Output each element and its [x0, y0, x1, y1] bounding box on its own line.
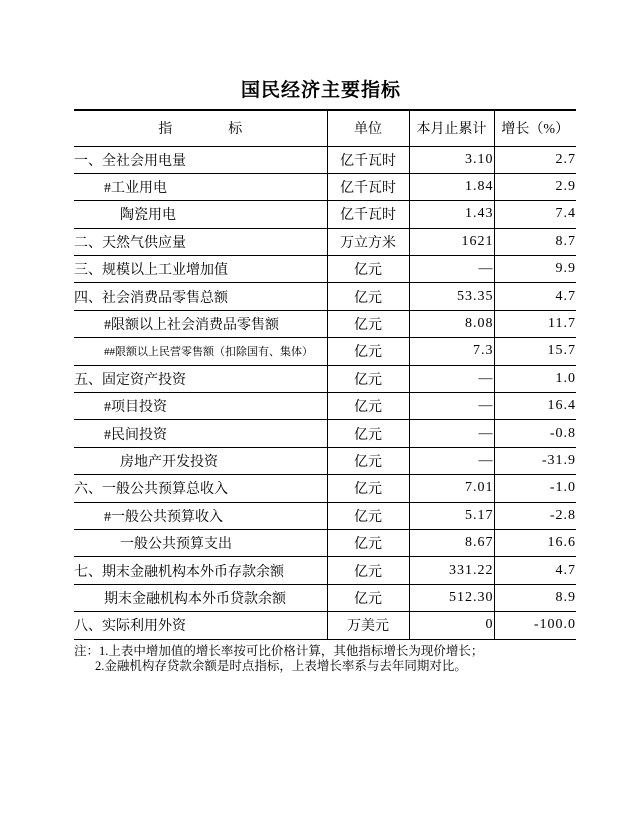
unit-cell: 亿元	[327, 584, 409, 611]
unit-cell: 万美元	[327, 612, 409, 639]
cumulative-cell: —	[409, 420, 494, 447]
cumulative-cell: —	[409, 393, 494, 420]
indicator-cell: 陶瓷用电	[74, 201, 327, 228]
table-row	[74, 338, 576, 365]
table-header-row	[74, 110, 576, 146]
growth-cell: -2.8	[494, 502, 576, 529]
indicator-cell: ##限额以上民营零售额（扣除国有、集体）	[74, 338, 327, 365]
growth-cell: 4.7	[494, 283, 576, 310]
header-growth: 增长（%）	[494, 110, 576, 146]
growth-cell: -100.0	[494, 612, 576, 639]
table-row	[74, 365, 576, 392]
cumulative-cell: 512.30	[409, 584, 494, 611]
header-unit: 单位	[327, 110, 409, 146]
cumulative-cell: 1.43	[409, 201, 494, 228]
cumulative-cell: —	[409, 447, 494, 474]
indicator-cell: #民间投资	[74, 420, 327, 447]
cumulative-cell: 0	[409, 612, 494, 639]
growth-cell: 16.6	[494, 529, 576, 556]
indicator-cell: #工业用电	[74, 173, 327, 200]
table-row	[74, 529, 576, 556]
table-row	[74, 146, 576, 173]
cumulative-cell: 7.01	[409, 475, 494, 502]
cumulative-cell: 8.67	[409, 529, 494, 556]
cumulative-cell: 3.10	[409, 146, 494, 173]
indicator-cell: 六、一般公共预算总收入	[74, 475, 327, 502]
growth-cell: -0.8	[494, 420, 576, 447]
indicator-cell: 一、全社会用电量	[74, 146, 327, 173]
indicator-cell: 三、规模以上工业增加值	[74, 256, 327, 283]
cumulative-cell: —	[409, 256, 494, 283]
table-row	[74, 393, 576, 420]
unit-cell: 亿元	[327, 447, 409, 474]
indicator-cell: #一般公共预算收入	[74, 502, 327, 529]
cumulative-cell: 1.84	[409, 173, 494, 200]
growth-cell: 2.9	[494, 173, 576, 200]
page-title: 国民经济主要指标	[240, 80, 401, 101]
table-row	[74, 228, 576, 255]
indicator-cell: 四、社会消费品零售总额	[74, 283, 327, 310]
unit-cell: 亿元	[327, 502, 409, 529]
unit-cell: 亿元	[327, 529, 409, 556]
indicator-cell: 期末金融机构本外币贷款余额	[74, 584, 327, 611]
cumulative-cell: 331.22	[409, 557, 494, 584]
table-row	[74, 502, 576, 529]
indicator-cell: #限额以上社会消费品零售额	[74, 310, 327, 337]
unit-cell: 亿千瓦时	[327, 146, 409, 173]
footnotes	[74, 644, 642, 675]
header-cumulative: 本月止累计	[409, 110, 494, 146]
indicator-cell: #项目投资	[74, 393, 327, 420]
footnote-line-1: 注：1.上表中增加值的增长率按可比价格计算，其他指标增长为现价增长；	[74, 643, 484, 658]
cumulative-cell: 8.08	[409, 310, 494, 337]
growth-cell: 15.7	[494, 338, 576, 365]
growth-cell: 8.7	[494, 228, 576, 255]
cumulative-cell: 5.17	[409, 502, 494, 529]
growth-cell: -1.0	[494, 475, 576, 502]
cumulative-cell: —	[409, 365, 494, 392]
unit-cell: 亿千瓦时	[327, 173, 409, 200]
indicator-cell: 五、固定资产投资	[74, 365, 327, 392]
unit-cell: 亿元	[327, 283, 409, 310]
cumulative-cell: 53.35	[409, 283, 494, 310]
indicator-cell: 二、天然气供应量	[74, 228, 327, 255]
indicator-cell: 一般公共预算支出	[74, 529, 327, 556]
table-row	[74, 475, 576, 502]
unit-cell: 亿元	[327, 557, 409, 584]
growth-cell: 11.7	[494, 310, 576, 337]
indicators-table	[74, 109, 576, 640]
growth-cell: 7.4	[494, 201, 576, 228]
table-row	[74, 612, 576, 639]
unit-cell: 亿元	[327, 420, 409, 447]
table-row	[74, 447, 576, 474]
growth-cell: 1.0	[494, 365, 576, 392]
growth-cell: -31.9	[494, 447, 576, 474]
unit-cell: 亿千瓦时	[327, 201, 409, 228]
unit-cell: 亿元	[327, 256, 409, 283]
indicator-cell: 七、期末金融机构本外币存款余额	[74, 557, 327, 584]
table-row	[74, 173, 576, 200]
growth-cell: 2.7	[494, 146, 576, 173]
table-row	[74, 584, 576, 611]
indicator-cell: 房地产开发投资	[74, 447, 327, 474]
header-indicator: 指 标	[74, 110, 327, 146]
table-row	[74, 283, 576, 310]
table-row	[74, 420, 576, 447]
table-row	[74, 256, 576, 283]
growth-cell: 16.4	[494, 393, 576, 420]
indicator-cell: 八、实际利用外资	[74, 612, 327, 639]
growth-cell: 8.9	[494, 584, 576, 611]
unit-cell: 亿元	[327, 338, 409, 365]
unit-cell: 亿元	[327, 393, 409, 420]
cumulative-cell: 7.3	[409, 338, 494, 365]
unit-cell: 亿元	[327, 475, 409, 502]
table-row	[74, 201, 576, 228]
unit-cell: 万立方米	[327, 228, 409, 255]
growth-cell: 9.9	[494, 256, 576, 283]
unit-cell: 亿元	[327, 310, 409, 337]
footnote-line-2: 2.金融机构存贷款余额是时点指标，上表增长率系与去年同期对比。	[95, 659, 467, 674]
unit-cell: 亿元	[327, 365, 409, 392]
table-row	[74, 557, 576, 584]
cumulative-cell: 1621	[409, 228, 494, 255]
growth-cell: 4.7	[494, 557, 576, 584]
table-row	[74, 310, 576, 337]
